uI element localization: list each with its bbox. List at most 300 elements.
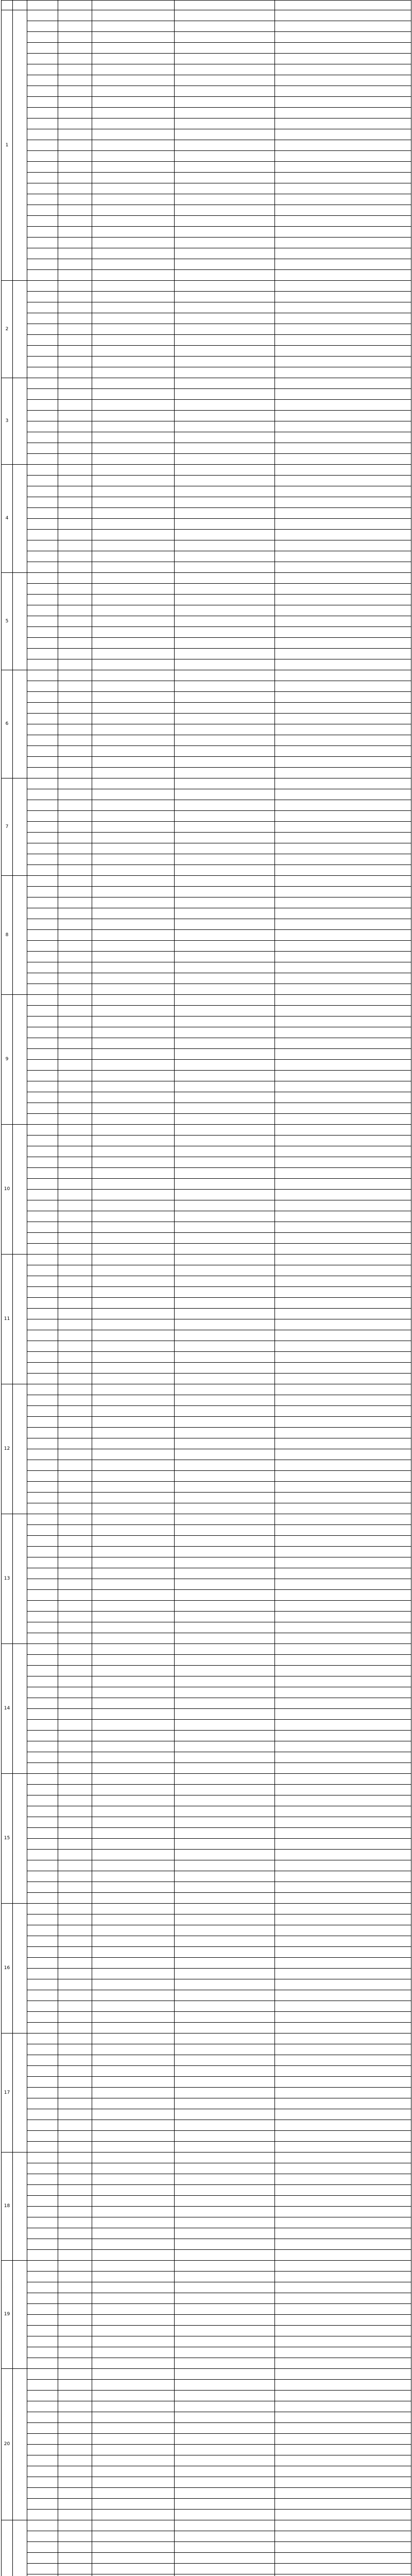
row-address <box>175 1882 275 1893</box>
row-hospital <box>92 2239 175 2250</box>
row-phone <box>275 2336 411 2347</box>
row-region <box>27 2066 58 2077</box>
table-row <box>2 443 411 454</box>
row-region <box>27 1179 58 1190</box>
table-row <box>2 1882 411 1893</box>
row-address <box>175 897 275 908</box>
row-hospital <box>92 724 175 735</box>
row-region <box>27 1038 58 1049</box>
row-region <box>27 1590 58 1601</box>
row-hospital <box>92 367 175 378</box>
row-region <box>27 32 58 43</box>
group-region <box>13 2033 27 2153</box>
row-region <box>27 962 58 973</box>
row-phone <box>275 86 411 97</box>
table-row <box>2 2401 411 2412</box>
row-hospital <box>92 346 175 357</box>
row-phone <box>275 486 411 497</box>
row-hospital <box>92 1071 175 1081</box>
row-county <box>58 1655 92 1666</box>
row-hospital <box>92 2520 175 2531</box>
row-region <box>27 400 58 411</box>
row-region <box>27 1914 58 1925</box>
row-address <box>175 2391 275 2401</box>
row-region <box>27 1731 58 1741</box>
row-region <box>27 876 58 887</box>
row-county <box>58 292 92 302</box>
row-region <box>27 2098 58 2109</box>
row-address <box>175 595 275 605</box>
table-row <box>2 1839 411 1850</box>
row-address <box>175 335 275 346</box>
row-phone <box>275 865 411 876</box>
row-hospital <box>92 2055 175 2066</box>
row-county <box>58 1330 92 1341</box>
row-county <box>58 2531 92 2542</box>
row-county <box>58 519 92 530</box>
table-row <box>2 1493 411 1503</box>
row-county <box>58 703 92 714</box>
table-row <box>2 800 411 811</box>
table-row <box>2 2001 411 2012</box>
row-phone <box>275 530 411 540</box>
row-hospital <box>92 2455 175 2466</box>
row-phone <box>275 1136 411 1146</box>
row-hospital <box>92 1449 175 1460</box>
group-region <box>13 465 27 573</box>
table-row <box>2 2033 411 2044</box>
row-hospital <box>92 151 175 162</box>
row-county <box>58 995 92 1006</box>
row-hospital <box>92 1990 175 2001</box>
table-row <box>2 432 411 443</box>
row-phone <box>275 1092 411 1103</box>
row-region <box>27 627 58 638</box>
row-hospital <box>92 811 175 822</box>
row-address <box>175 443 275 454</box>
row-region <box>27 789 58 800</box>
row-address <box>175 2185 275 2196</box>
row-address <box>175 2196 275 2207</box>
row-phone <box>275 2239 411 2250</box>
row-county <box>58 2239 92 2250</box>
row-phone <box>275 1298 411 1309</box>
row-county <box>58 1071 92 1081</box>
row-address <box>175 1590 275 1601</box>
row-phone <box>275 162 411 173</box>
row-address <box>175 2499 275 2510</box>
table-row <box>2 2466 411 2477</box>
row-address <box>175 1850 275 1860</box>
row-address <box>175 1287 275 1298</box>
row-hospital <box>92 173 175 183</box>
table-row <box>2 1795 411 1806</box>
row-phone <box>275 97 411 108</box>
row-hospital <box>92 1601 175 1612</box>
table-row <box>2 1947 411 1958</box>
row-region <box>27 2445 58 2455</box>
table-row <box>2 476 411 486</box>
row-county <box>58 908 92 919</box>
row-phone <box>275 1287 411 1298</box>
row-address <box>175 1319 275 1330</box>
row-region <box>27 2153 58 2163</box>
row-county <box>58 2077 92 2088</box>
row-hospital <box>92 1503 175 1514</box>
row-hospital <box>92 670 175 681</box>
group-region <box>13 1904 27 2033</box>
row-address <box>175 519 275 530</box>
group-number: 8 <box>2 876 13 995</box>
row-region <box>27 411 58 421</box>
row-county <box>58 887 92 897</box>
row-region <box>27 952 58 962</box>
row-region <box>27 703 58 714</box>
row-address <box>175 1006 275 1016</box>
row-region <box>27 1428 58 1438</box>
row-county <box>58 2423 92 2434</box>
row-address <box>175 811 275 822</box>
row-region <box>27 2347 58 2358</box>
row-hospital <box>92 908 175 919</box>
row-phone <box>275 2531 411 2542</box>
row-hospital <box>92 800 175 811</box>
row-address <box>175 1016 275 1027</box>
row-region <box>27 508 58 519</box>
row-phone <box>275 1709 411 1720</box>
row-address <box>175 2358 275 2369</box>
row-phone <box>275 746 411 757</box>
table-row <box>2 162 411 173</box>
row-hospital <box>92 1893 175 1904</box>
row-hospital <box>92 162 175 173</box>
row-phone <box>275 1460 411 1471</box>
table-row <box>2 292 411 302</box>
header-region-no <box>13 1 27 10</box>
row-hospital <box>92 962 175 973</box>
row-county <box>58 952 92 962</box>
row-phone <box>275 2023 411 2033</box>
row-phone <box>275 1395 411 1406</box>
row-phone <box>275 2207 411 2217</box>
row-county <box>58 2293 92 2304</box>
table-row <box>2 75 411 86</box>
row-phone <box>275 2293 411 2304</box>
row-address <box>175 714 275 724</box>
row-region <box>27 2120 58 2131</box>
row-address <box>175 995 275 1006</box>
row-address <box>175 1947 275 1958</box>
row-address <box>175 616 275 627</box>
group-region <box>13 2153 27 2261</box>
row-phone <box>275 10 411 21</box>
row-address <box>175 1114 275 1125</box>
row-county <box>58 2142 92 2153</box>
row-hospital <box>92 1179 175 1190</box>
table-row <box>2 129 411 140</box>
table-row <box>2 2455 411 2466</box>
row-address <box>175 2217 275 2228</box>
row-phone <box>275 2217 411 2228</box>
row-county <box>58 1092 92 1103</box>
row-region <box>27 1146 58 1157</box>
row-phone <box>275 2174 411 2185</box>
group-region <box>13 10 27 281</box>
row-region <box>27 2293 58 2304</box>
row-phone <box>275 2142 411 2153</box>
row-phone <box>275 1157 411 1168</box>
row-county <box>58 605 92 616</box>
row-region <box>27 1384 58 1395</box>
row-address <box>175 389 275 400</box>
row-phone <box>275 703 411 714</box>
row-county <box>58 1298 92 1309</box>
group-number: 15 <box>2 1774 13 1904</box>
row-address <box>175 941 275 952</box>
row-county <box>58 2163 92 2174</box>
row-phone <box>275 508 411 519</box>
table-row <box>2 1871 411 1882</box>
row-region <box>27 1958 58 1969</box>
row-region <box>27 778 58 789</box>
row-address <box>175 2401 275 2412</box>
row-address <box>175 2261 275 2272</box>
row-county <box>58 1752 92 1763</box>
row-address <box>175 1612 275 1622</box>
row-county <box>58 876 92 887</box>
row-county <box>58 1579 92 1590</box>
row-phone <box>275 1655 411 1666</box>
row-phone <box>275 2477 411 2488</box>
row-hospital <box>92 205 175 216</box>
row-county <box>58 2174 92 2185</box>
row-county <box>58 1125 92 1136</box>
row-region <box>27 854 58 865</box>
row-phone <box>275 1774 411 1785</box>
table-row <box>2 411 411 421</box>
table-row <box>2 2326 411 2336</box>
row-phone <box>275 1839 411 1850</box>
row-phone <box>275 1904 411 1914</box>
row-address <box>175 1265 275 1276</box>
row-region <box>27 2510 58 2520</box>
row-county <box>58 2455 92 2466</box>
table-row <box>2 908 411 919</box>
row-phone <box>275 1666 411 1676</box>
row-region <box>27 129 58 140</box>
row-phone <box>275 1536 411 1547</box>
row-hospital <box>92 995 175 1006</box>
row-phone <box>275 324 411 335</box>
row-hospital <box>92 1460 175 1471</box>
row-phone <box>275 465 411 476</box>
row-address <box>175 2520 275 2531</box>
row-phone <box>275 2131 411 2142</box>
row-address <box>175 659 275 670</box>
group-region <box>13 378 27 465</box>
row-county <box>58 1114 92 1125</box>
row-region <box>27 1633 58 1644</box>
row-hospital <box>92 2488 175 2499</box>
row-address <box>175 2434 275 2445</box>
table-row <box>2 681 411 692</box>
row-phone <box>275 1979 411 1990</box>
row-address <box>175 497 275 508</box>
row-phone <box>275 778 411 789</box>
table-row <box>2 2109 411 2120</box>
row-phone <box>275 1687 411 1698</box>
table-row <box>2 1255 411 1265</box>
row-address <box>175 1309 275 1319</box>
row-county <box>58 302 92 313</box>
row-address <box>175 129 275 140</box>
row-hospital <box>92 1027 175 1038</box>
table-body <box>2 10 411 2576</box>
row-region <box>27 1806 58 1817</box>
table-row <box>2 2358 411 2369</box>
row-county <box>58 1265 92 1276</box>
row-county <box>58 465 92 476</box>
row-phone <box>275 1200 411 1211</box>
row-county <box>58 2466 92 2477</box>
row-region <box>27 724 58 735</box>
row-phone <box>275 1633 411 1644</box>
row-hospital <box>92 1568 175 1579</box>
row-phone <box>275 2445 411 2455</box>
row-phone <box>275 897 411 908</box>
row-address <box>175 2001 275 2012</box>
row-county <box>58 1438 92 1449</box>
row-phone <box>275 811 411 822</box>
row-region <box>27 1244 58 1255</box>
table-row <box>2 2239 411 2250</box>
row-hospital <box>92 1287 175 1298</box>
row-hospital <box>92 2163 175 2174</box>
row-hospital <box>92 1925 175 1936</box>
row-address <box>175 1049 275 1060</box>
row-address <box>175 2293 275 2304</box>
row-hospital <box>92 2142 175 2153</box>
row-hospital <box>92 2304 175 2315</box>
row-region <box>27 2272 58 2282</box>
row-county <box>58 183 92 194</box>
row-county <box>58 2326 92 2336</box>
row-region <box>27 1114 58 1125</box>
row-county <box>58 2574 92 2576</box>
row-address <box>175 573 275 584</box>
table-row <box>2 1190 411 1200</box>
table-row <box>2 108 411 118</box>
row-phone <box>275 140 411 151</box>
row-address <box>175 2369 275 2380</box>
table-row <box>2 2131 411 2142</box>
row-address <box>175 313 275 324</box>
row-hospital <box>92 854 175 865</box>
table-row <box>2 876 411 887</box>
row-region <box>27 1136 58 1146</box>
row-address <box>175 1536 275 1547</box>
row-hospital <box>92 118 175 129</box>
row-address <box>175 887 275 897</box>
row-phone <box>275 194 411 205</box>
table-row <box>2 984 411 995</box>
row-county <box>58 2012 92 2023</box>
row-county <box>58 10 92 21</box>
row-hospital <box>92 1936 175 1947</box>
table-row <box>2 962 411 973</box>
table-row <box>2 1850 411 1860</box>
row-hospital <box>92 605 175 616</box>
row-region <box>27 551 58 562</box>
row-county <box>58 1157 92 1168</box>
row-county <box>58 118 92 129</box>
row-phone <box>275 1698 411 1709</box>
group-number: 3 <box>2 378 13 465</box>
table-row <box>2 2228 411 2239</box>
row-hospital <box>92 1514 175 1525</box>
group-region <box>13 1255 27 1384</box>
row-phone <box>275 1882 411 1893</box>
row-phone <box>275 1103 411 1114</box>
row-region <box>27 1006 58 1016</box>
row-phone <box>275 1752 411 1763</box>
table-row <box>2 670 411 681</box>
row-county <box>58 659 92 670</box>
row-region <box>27 2401 58 2412</box>
row-phone <box>275 2088 411 2098</box>
group-region <box>13 876 27 995</box>
table-row <box>2 1103 411 1114</box>
table-row <box>2 2250 411 2261</box>
row-region <box>27 2055 58 2066</box>
table-row <box>2 1352 411 1363</box>
table-row <box>2 1633 411 1644</box>
table-row <box>2 1514 411 1525</box>
row-address <box>175 259 275 270</box>
row-hospital <box>92 1698 175 1709</box>
row-phone <box>275 1222 411 1233</box>
row-phone <box>275 1352 411 1363</box>
row-hospital <box>92 476 175 486</box>
row-phone <box>275 173 411 183</box>
row-address <box>175 1817 275 1828</box>
row-hospital <box>92 1244 175 1255</box>
row-phone <box>275 2250 411 2261</box>
row-phone <box>275 2520 411 2531</box>
row-county <box>58 2033 92 2044</box>
row-phone <box>275 1255 411 1265</box>
row-address <box>175 2109 275 2120</box>
row-phone <box>275 1060 411 1071</box>
row-county <box>58 1190 92 1200</box>
row-phone <box>275 2098 411 2109</box>
row-county <box>58 2391 92 2401</box>
row-hospital <box>92 1222 175 1233</box>
row-region <box>27 2012 58 2023</box>
table-row <box>2 183 411 194</box>
row-address <box>175 2088 275 2098</box>
row-hospital <box>92 897 175 908</box>
row-region <box>27 259 58 270</box>
row-region <box>27 2542 58 2553</box>
table-row <box>2 778 411 789</box>
table-row <box>2 649 411 659</box>
table-row <box>2 173 411 183</box>
row-region <box>27 1157 58 1168</box>
row-address <box>175 162 275 173</box>
table-row <box>2 854 411 865</box>
row-region <box>27 1503 58 1514</box>
